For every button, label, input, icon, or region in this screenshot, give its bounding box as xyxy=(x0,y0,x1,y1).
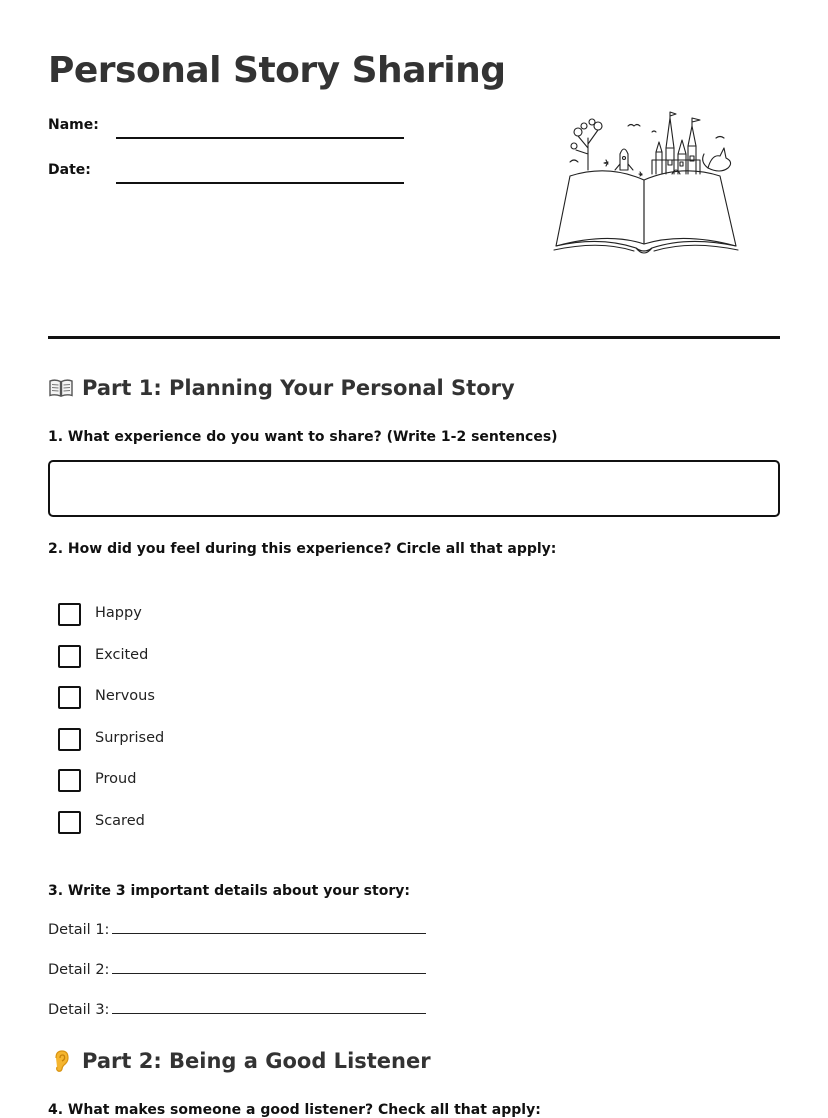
page-title: Personal Story Sharing xyxy=(48,50,506,91)
feeling-label: Nervous xyxy=(95,688,155,704)
date-line[interactable] xyxy=(116,182,404,184)
feeling-item-nervous[interactable] xyxy=(58,686,358,728)
feeling-checkbox[interactable] xyxy=(58,769,81,792)
storybook-illustration xyxy=(548,108,744,260)
detail-3-row xyxy=(48,1001,426,1018)
detail-2-line[interactable] xyxy=(112,961,426,974)
feeling-label: Proud xyxy=(95,771,137,787)
detail-2-row xyxy=(48,961,426,978)
feeling-checkbox[interactable] xyxy=(58,686,81,709)
detail-1-line[interactable] xyxy=(112,921,426,934)
feeling-checkbox[interactable] xyxy=(58,645,81,668)
feeling-checkbox[interactable] xyxy=(58,728,81,751)
question-2: 2. How did you feel during this experience? Circle all that apply: xyxy=(48,541,557,557)
date-label: Date: xyxy=(48,162,91,178)
feeling-checkbox[interactable] xyxy=(58,811,81,834)
detail-label: Detail 2: xyxy=(48,962,110,978)
detail-3-line[interactable] xyxy=(112,1001,426,1014)
feeling-label: Scared xyxy=(95,812,145,829)
part2-heading-text: Part 2: Being a Good Listener xyxy=(82,1049,431,1073)
feeling-item-happy[interactable] xyxy=(58,603,358,645)
detail-label: Detail 1: xyxy=(48,922,110,938)
feeling-item-proud[interactable] xyxy=(58,769,358,811)
section-divider xyxy=(48,336,780,339)
feeling-label: Happy xyxy=(95,605,142,621)
feeling-label: Surprised xyxy=(95,729,165,746)
feeling-item-scared[interactable] xyxy=(58,811,358,853)
feeling-item-surprised[interactable] xyxy=(58,728,358,770)
feeling-checkbox[interactable] xyxy=(58,603,81,626)
name-line[interactable] xyxy=(116,137,404,139)
name-label: Name: xyxy=(48,117,99,133)
question-4: 4. What makes someone a good listener? Check all that apply: xyxy=(48,1102,541,1118)
part2-heading xyxy=(48,1048,431,1074)
detail-label: Detail 3: xyxy=(48,1002,110,1018)
feeling-label: Excited xyxy=(95,646,149,663)
feeling-item-excited[interactable] xyxy=(58,645,358,687)
detail-1-row xyxy=(48,921,426,938)
question-1: 1. What experience do you want to share? (Write 1-2 sentences) xyxy=(48,429,558,445)
name-field-row xyxy=(48,117,408,143)
ear-icon xyxy=(48,1048,74,1074)
question-3: 3. Write 3 important details about your story: xyxy=(48,883,410,899)
part1-heading xyxy=(48,375,515,401)
feelings-checklist xyxy=(58,603,358,852)
date-field-row xyxy=(48,162,408,188)
experience-answer-box[interactable] xyxy=(48,460,780,517)
part1-heading-text: Part 1: Planning Your Personal Story xyxy=(82,376,515,400)
open-book-icon xyxy=(48,375,74,401)
